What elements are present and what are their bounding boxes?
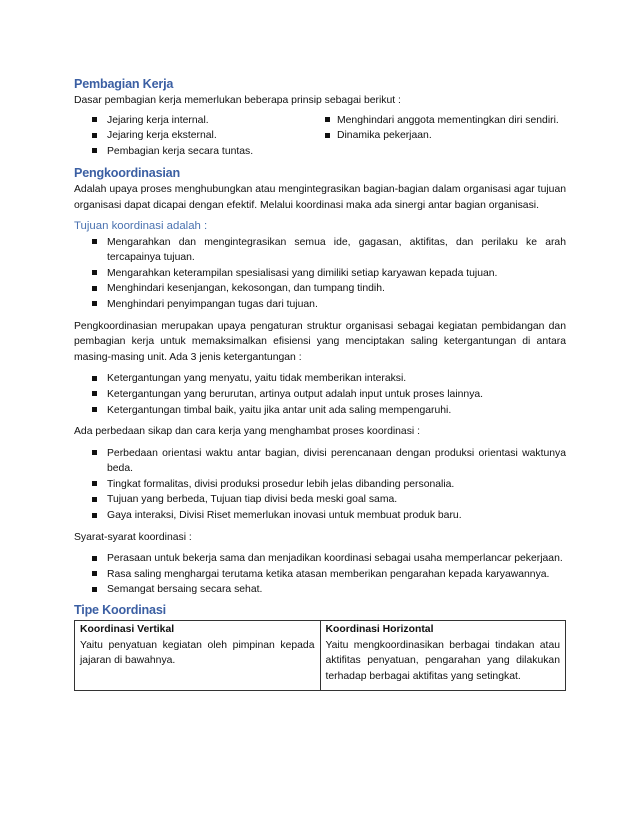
list-item: Perbedaan orientasi waktu antar bagian, divisi perencanaan dengan produksi orientasi waktunya beda. (74, 446, 566, 477)
list-item: Tingkat formalitas, divisi produksi prosedur lebih jelas dibanding personalia. (74, 477, 566, 493)
section-heading-tipe-koordinasi: Tipe Koordinasi (74, 603, 166, 618)
list-item: Menghindari kesenjangan, kekosongan, dan tumpang tindih. (74, 281, 566, 297)
pembagian-kerja-list-right (322, 113, 566, 160)
list-item: Gaya interaksi, Divisi Riset memerlukan inovasi untuk membuat produk baru. (74, 508, 566, 524)
pengkoordinasian-paragraph-3: Ada perbedaan sikap dan cara kerja yang menghambat proses koordinasi : (74, 426, 420, 438)
pembagian-kerja-list (74, 113, 566, 160)
section-heading-pengkoordinasian: Pengkoordinasian (74, 166, 180, 181)
table-row (75, 621, 566, 691)
list-item: Semangat bersaing secara sehat. (74, 582, 566, 598)
hambatan-list (74, 446, 566, 524)
list-item: Tujuan yang berbeda, Tujuan tiap divisi beda meski goal sama. (74, 492, 566, 508)
list-item: Mengarahkan dan mengintegrasikan semua ide, gagasan, aktifitas, dan perilaku ke arah tercapainya tujuan. (74, 235, 566, 266)
ketergantungan-list (74, 371, 566, 418)
pengkoordinasian-intro: Adalah upaya proses menghubungkan atau mengintegrasikan bagian-bagian dalam organisasi agar tujuan organisasi dapat dicapai dengan efektif. Melalui koordinasi maka ada sinergi antar bagian organisasi. (74, 184, 566, 211)
list-item: Ketergantungan yang menyatu, yaitu tidak memberikan interaksi. (74, 371, 566, 387)
pembagian-kerja-list-left (74, 113, 322, 160)
table-cell-horizontal (320, 621, 566, 691)
list-item: Menghindari anggota mementingkan diri sendiri. (322, 113, 566, 129)
subheading-tujuan-koordinasi: Tujuan koordinasi adalah : (74, 219, 208, 232)
section-heading-pembagian-kerja: Pembagian Kerja (74, 77, 174, 91)
pengkoordinasian-paragraph-2: Pengkoordinasian merupakan upaya pengaturan struktur organisasi sebagai kegiatan pembidangan dan pembagian kerja untuk memaksimalkan efisiensi yang menciptakan saling ketergantungan di antara masing-masing unit. Ada 3 jenis ketergantungan : (74, 320, 566, 363)
list-item: Jejaring kerja eksternal. (74, 128, 322, 144)
list-item: Ketergantungan timbal baik, yaitu jika antar unit ada saling mempengaruhi. (74, 403, 566, 419)
table-cell-vertikal (75, 621, 321, 691)
list-item: Perasaan untuk bekerja sama dan menjadikan koordinasi sebagai usaha memperlancar pekerjaan. (74, 551, 566, 567)
vertikal-text: Yaitu penyatuan kegiatan oleh pimpinan kepada jajaran di bawahnya. (80, 639, 315, 667)
syarat-list (74, 551, 566, 598)
document-page (74, 76, 566, 691)
list-item: Dinamika pekerjaan. (322, 128, 566, 144)
pengkoordinasian-paragraph-4: Syarat-syarat koordinasi : (74, 531, 192, 543)
pembagian-kerja-intro: Dasar pembagian kerja memerlukan beberapa prinsip sebagai berikut : (74, 95, 401, 106)
horizontal-text: Yaitu mengkoordinasikan berbagai tindakan atau aktifitas penyatuan, pengarahan yang dilakukan terhadap berbagai aktifitas yang setingkat. (325, 639, 560, 682)
tipe-koordinasi-table (74, 620, 566, 691)
list-item: Jejaring kerja internal. (74, 113, 322, 129)
list-item: Pembagian kerja secara tuntas. (74, 144, 322, 160)
vertikal-title: Koordinasi Vertikal (80, 624, 175, 636)
list-item: Ketergantungan yang berurutan, artinya output adalah input untuk proses lainnya. (74, 387, 566, 403)
list-item: Rasa saling menghargai terutama ketika atasan memberikan pengarahan kepada karyawannya. (74, 567, 566, 583)
horizontal-title: Koordinasi Horizontal (325, 624, 434, 636)
list-item: Menghindari penyimpangan tugas dari tujuan. (74, 297, 566, 313)
tujuan-list (74, 235, 566, 313)
list-item: Mengarahkan keterampilan spesialisasi yang dimiliki setiap karyawan kepada tujuan. (74, 266, 566, 282)
